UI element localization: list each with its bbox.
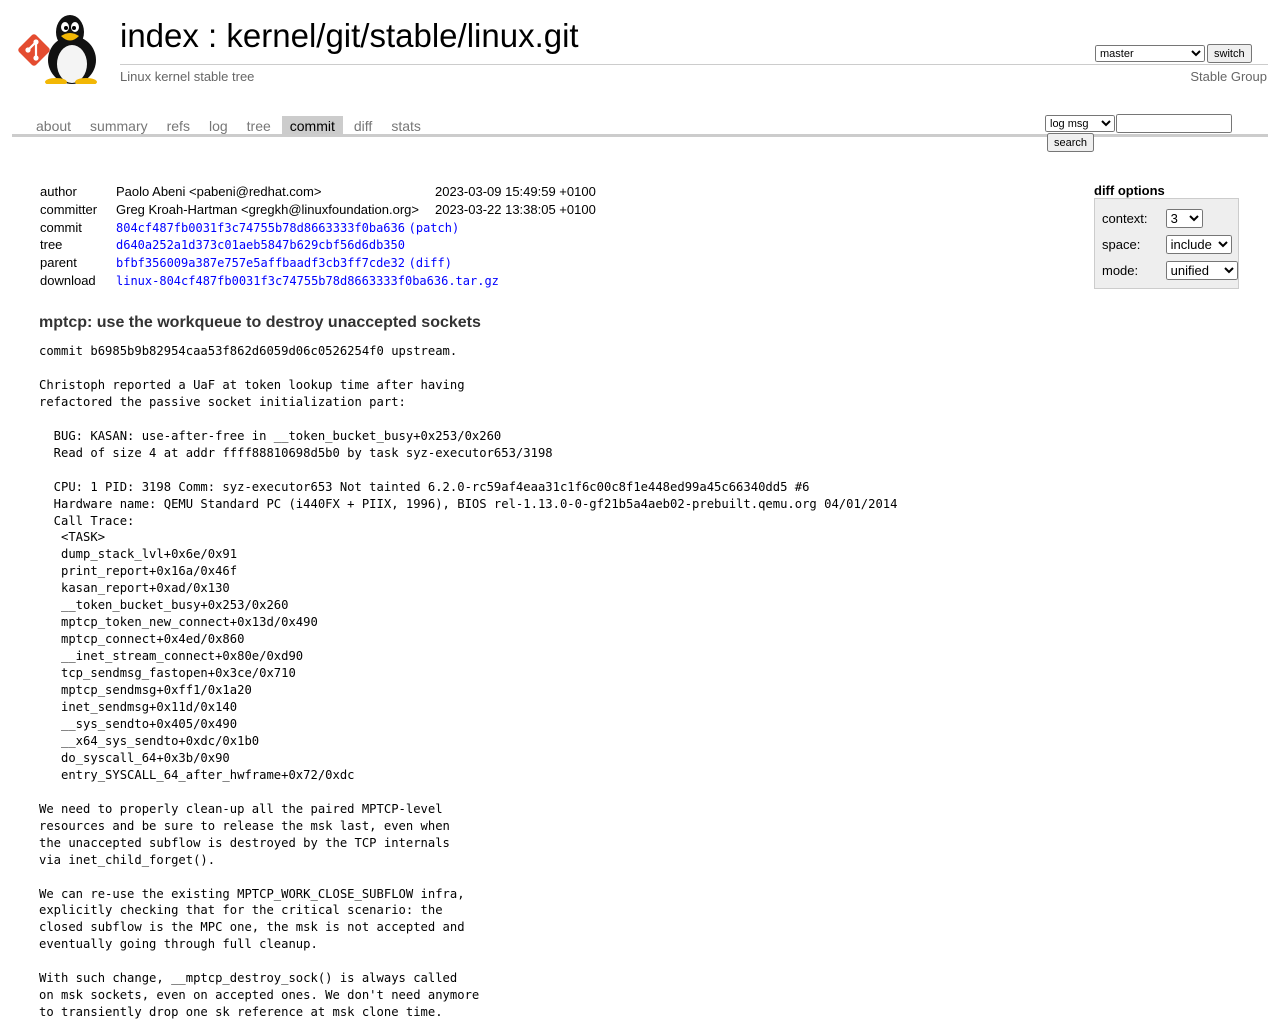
space-select[interactable] (1166, 235, 1232, 254)
tab-diff[interactable]: diff (353, 118, 373, 134)
branch-select[interactable] (1095, 45, 1205, 62)
tree-hash-link[interactable]: d640a252a1d373c01aeb5847b629cbf56d6db350 (116, 238, 405, 253)
parent-label: parent (40, 255, 77, 271)
search-mode-select[interactable] (1045, 115, 1115, 132)
mode-label: mode: (1102, 263, 1139, 278)
download-row (38, 271, 598, 289)
search-form (1045, 114, 1280, 152)
tab-commit[interactable]: commit (282, 116, 343, 135)
header-divider (120, 64, 1268, 65)
tab-stats[interactable]: stats (391, 118, 421, 134)
diff-link-wrapper: (diff) (408, 256, 452, 271)
commit-info-table (38, 183, 598, 289)
parent-diff-link[interactable]: diff (415, 256, 445, 271)
author-date: 2023-03-09 15:49:59 +0100 (434, 184, 596, 200)
context-row (1102, 209, 1203, 228)
switch-button[interactable]: switch (1207, 44, 1252, 63)
tab-tree[interactable]: tree (246, 118, 271, 134)
context-label: context: (1102, 211, 1148, 226)
tab-refs[interactable]: refs (166, 118, 190, 134)
page-title (120, 17, 579, 55)
download-value (112, 271, 598, 289)
author-row (38, 183, 598, 201)
patch-link-wrapper: (patch) (408, 220, 460, 235)
commit-label: commit (40, 219, 82, 235)
commit-message-body: commit b6985b9b82954caa53f862d6059d06c0526254f0 upstream. Christoph reported a UaF at token lookup time after having refactored the passive socket initialization part: BUG: KASAN: use-after-free in __token_bucket_busy+0x253/0x260 Read of size 4 at addr ffff88810698d5b0 by task syz-executor653/3198 CPU: 1 PID: 3198 Comm: syz-executor653 Not tainted 6.2.0-rc59af4eaa31c1f6c00c8f1e448ed99a45c66340dd5 #6 Hardware name: QEMU Standard PC (i440FX + PIIX, 1996), BIOS rel-1.13.0-0-gf21b5a4aeb02-prebuilt.qemu.org 04/01/2014 Call Trace: <TASK> dump_stack_lvl+0x6e/0x91 print_report+0x16a/0x46f kasan_report+0xad/0x130 __token_bucket_busy+0x253/0x260 mptcp_token_new_connect+0x13d/0x490 mptcp_connect+0x4ed/0x860 __inet_stream_connect+0x80e/0xd90 tcp_sendmsg_fastopen+0x3ce/0x710 mptcp_sendmsg+0xff1/0x1a20 inet_sendmsg+0x11d/0x140 __sys_sendto+0x405/0x490 __x64_sys_sendto+0xdc/0x1b0 do_syscall_64+0x3b/0x90 entry_SYSCALL_64_after_hwframe+0x72/0xdc We need to properly clean-up all the paired MPTCP-level resources and be sure to release the msk last, even when the unaccepted subflow is destroyed by the TCP internals via inet_child_forget(). We can re-use the existing MPTCP_WORK_CLOSE_SUBFLOW infra, explicitly checking that for the critical scenario: the closed subflow is the MPC one, the msk is not accepted and eventually going through full cleanup. With such change, __mptcp_destroy_sock() is always called on msk sockets, even on accepted ones. We don't need anymore to transiently drop one sk reference at msk clone time. (39, 344, 898, 1020)
repo-name-link[interactable]: kernel/git/stable/linux.git (226, 17, 579, 54)
git-tux-logo-icon (14, 12, 110, 84)
tree-label: tree (40, 237, 63, 253)
mode-select[interactable] (1166, 261, 1238, 280)
committer-date: 2023-03-22 13:38:05 +0100 (434, 202, 596, 218)
commit-value (112, 218, 598, 236)
search-input[interactable] (1116, 114, 1232, 133)
commit-subject: mptcp: use the workqueue to destroy unaccepted sockets (39, 314, 481, 331)
context-select[interactable] (1166, 209, 1203, 228)
mode-row (1102, 261, 1238, 280)
repo-description: Linux kernel stable tree (120, 69, 255, 84)
diff-options-panel (1094, 198, 1239, 289)
parent-hash-link[interactable]: bfbf356009a387e757e5affbaadf3cb3ff7cde32 (116, 256, 405, 271)
author-label: author (40, 184, 77, 200)
tab-about[interactable]: about (36, 118, 72, 134)
title-separator: : (198, 17, 227, 54)
tab-summary[interactable]: summary (90, 118, 148, 134)
tree-value (112, 236, 598, 254)
author-value: Paolo Abeni <pabeni@redhat.com> (116, 184, 322, 200)
commit-hash-link[interactable]: 804cf487fb0031f3c74755b78d8663333f0ba636 (116, 220, 405, 235)
diff-options-title: diff options (1094, 183, 1165, 198)
nav-tabs (28, 116, 432, 135)
commit-row (38, 218, 598, 236)
cgit-logo[interactable] (14, 12, 110, 84)
search-button[interactable]: search (1047, 133, 1094, 152)
patch-link[interactable]: patch (415, 220, 452, 235)
download-tarball-link[interactable]: linux-804cf487fb0031f3c74755b78d8663333f0ba636.tar.gz (116, 273, 499, 288)
download-label: download (40, 272, 96, 288)
parent-row (38, 254, 598, 272)
repo-owner[interactable]: Stable Group (1190, 69, 1267, 84)
space-label: space: (1102, 237, 1141, 252)
parent-value (112, 254, 598, 272)
index-link[interactable]: index (120, 17, 199, 54)
tab-log[interactable]: log (208, 118, 228, 134)
committer-value: Greg Kroah-Hartman <gregkh@linuxfoundation.org> (116, 202, 419, 218)
branch-switch-form (1095, 44, 1252, 63)
tree-row (38, 236, 598, 254)
space-row (1102, 235, 1232, 254)
committer-row (38, 201, 598, 219)
committer-label: committer (40, 202, 98, 218)
